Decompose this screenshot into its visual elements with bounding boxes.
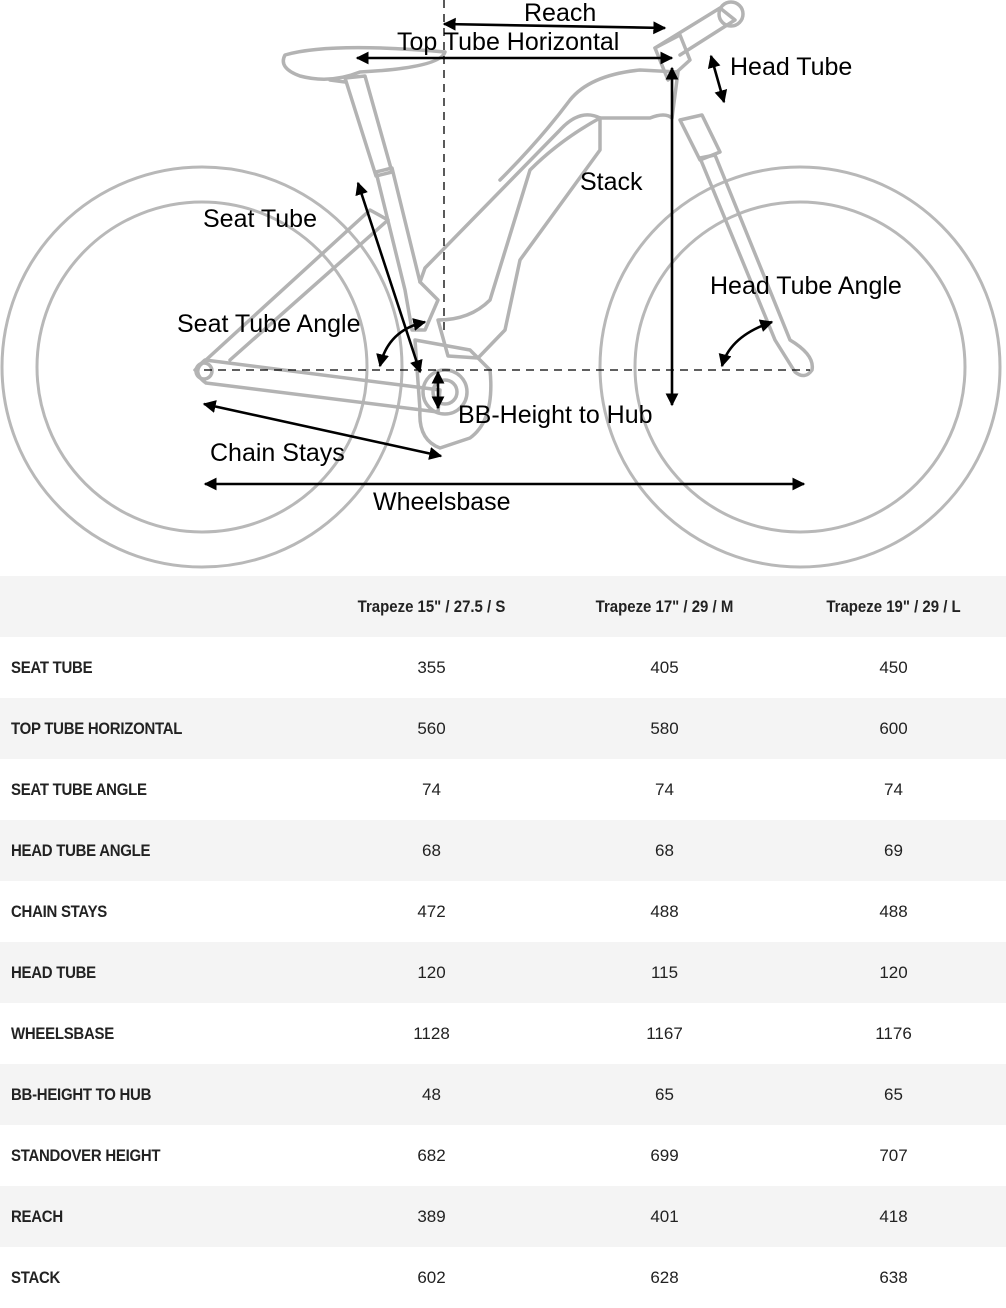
label-head-tube-angle: Head Tube Angle xyxy=(710,272,902,300)
table-row xyxy=(0,1186,1006,1247)
row-label-text: STANDOVER HEIGHT xyxy=(11,1145,161,1165)
table-cell: 580 xyxy=(650,718,679,738)
label-stack: Stack xyxy=(580,168,643,196)
table-cell: 68 xyxy=(422,840,441,860)
table-cell: 69 xyxy=(884,840,903,860)
label-seat-tube-angle: Seat Tube Angle xyxy=(177,310,361,338)
row-label-text: SEAT TUBE ANGLE xyxy=(11,779,147,799)
table-cell: 65 xyxy=(655,1084,674,1104)
table-row xyxy=(0,820,1006,881)
label-top-tube-horizontal: Top Tube Horizontal xyxy=(397,28,620,56)
table-header-row xyxy=(0,576,1006,637)
table-cell: 699 xyxy=(650,1145,679,1165)
label-head-tube: Head Tube xyxy=(730,53,853,81)
rear-wheel xyxy=(2,167,402,567)
row-label-text: WHEELSBASE xyxy=(11,1023,114,1043)
label-wheelsbase: Wheelsbase xyxy=(373,488,511,516)
table-cell: 48 xyxy=(422,1084,441,1104)
table-row xyxy=(0,942,1006,1003)
table-cell: 638 xyxy=(879,1267,908,1287)
row-label xyxy=(0,637,315,698)
table-cell: 560 xyxy=(417,718,446,738)
label-seat-tube: Seat Tube xyxy=(203,205,317,233)
table-cell: 68 xyxy=(655,840,674,860)
table-row xyxy=(0,1125,1006,1186)
table-row xyxy=(0,1064,1006,1125)
table-cell: 682 xyxy=(417,1145,446,1165)
table-cell: 115 xyxy=(650,962,679,982)
table-cell: 405 xyxy=(650,657,679,677)
geometry-table xyxy=(0,576,1006,1308)
label-chain-stays: Chain Stays xyxy=(210,439,345,467)
row-label xyxy=(0,942,315,1003)
table-cell: 450 xyxy=(879,657,908,677)
column-header: Trapeze 19" / 29 / L xyxy=(826,596,961,616)
column-header: Trapeze 17" / 29 / M xyxy=(595,596,734,616)
row-label xyxy=(0,1186,315,1247)
row-label xyxy=(0,1064,315,1125)
head-tube-angle-arc xyxy=(722,322,772,366)
row-label-text: HEAD TUBE xyxy=(11,962,96,982)
table-cell: 1176 xyxy=(875,1023,912,1043)
row-label-text: STACK xyxy=(11,1267,61,1287)
front-wheel xyxy=(600,167,1000,567)
row-label-text: HEAD TUBE ANGLE xyxy=(11,840,151,860)
table-row xyxy=(0,637,1006,698)
table-row xyxy=(0,759,1006,820)
table-cell: 1167 xyxy=(646,1023,683,1043)
row-label xyxy=(0,1003,315,1064)
table-cell: 355 xyxy=(417,657,446,677)
row-label xyxy=(0,698,315,759)
row-label xyxy=(0,1247,315,1308)
row-label xyxy=(0,1125,315,1186)
row-label-text: CHAIN STAYS xyxy=(11,901,108,921)
table-cell: 488 xyxy=(650,901,679,921)
label-bb-height-to-hub: BB-Height to Hub xyxy=(458,401,653,429)
table-cell: 389 xyxy=(417,1206,446,1226)
table-cell: 120 xyxy=(417,962,446,982)
table-row xyxy=(0,881,1006,942)
table-cell: 120 xyxy=(879,962,908,982)
table-cell: 628 xyxy=(650,1267,679,1287)
column-header xyxy=(19,576,296,637)
bike-geometry-diagram xyxy=(0,0,1006,575)
table-row xyxy=(0,698,1006,759)
row-label-text: BB-HEIGHT TO HUB xyxy=(11,1084,152,1104)
row-label xyxy=(0,759,315,820)
table-cell: 74 xyxy=(884,779,903,799)
table-cell: 600 xyxy=(879,718,908,738)
row-label xyxy=(0,820,315,881)
head-tube-arrow xyxy=(711,56,724,102)
table-cell: 65 xyxy=(884,1084,903,1104)
column-header: Trapeze 15" / 27.5 / S xyxy=(357,596,506,616)
table-cell: 418 xyxy=(879,1206,908,1226)
table-row xyxy=(0,1003,1006,1064)
table-cell: 602 xyxy=(417,1267,446,1287)
row-label xyxy=(0,881,315,942)
table-cell: 472 xyxy=(417,901,446,921)
row-label-text: SEAT TUBE xyxy=(11,657,93,677)
row-label-text: TOP TUBE HORIZONTAL xyxy=(11,718,183,738)
table-cell: 74 xyxy=(422,779,441,799)
table-cell: 74 xyxy=(655,779,674,799)
table-cell: 488 xyxy=(879,901,908,921)
label-reach: Reach xyxy=(524,0,597,27)
table-cell: 707 xyxy=(879,1145,908,1165)
table-row xyxy=(0,1247,1006,1308)
table-cell: 401 xyxy=(650,1206,679,1226)
row-label-text: REACH xyxy=(11,1206,63,1226)
table-cell: 1128 xyxy=(413,1023,450,1043)
